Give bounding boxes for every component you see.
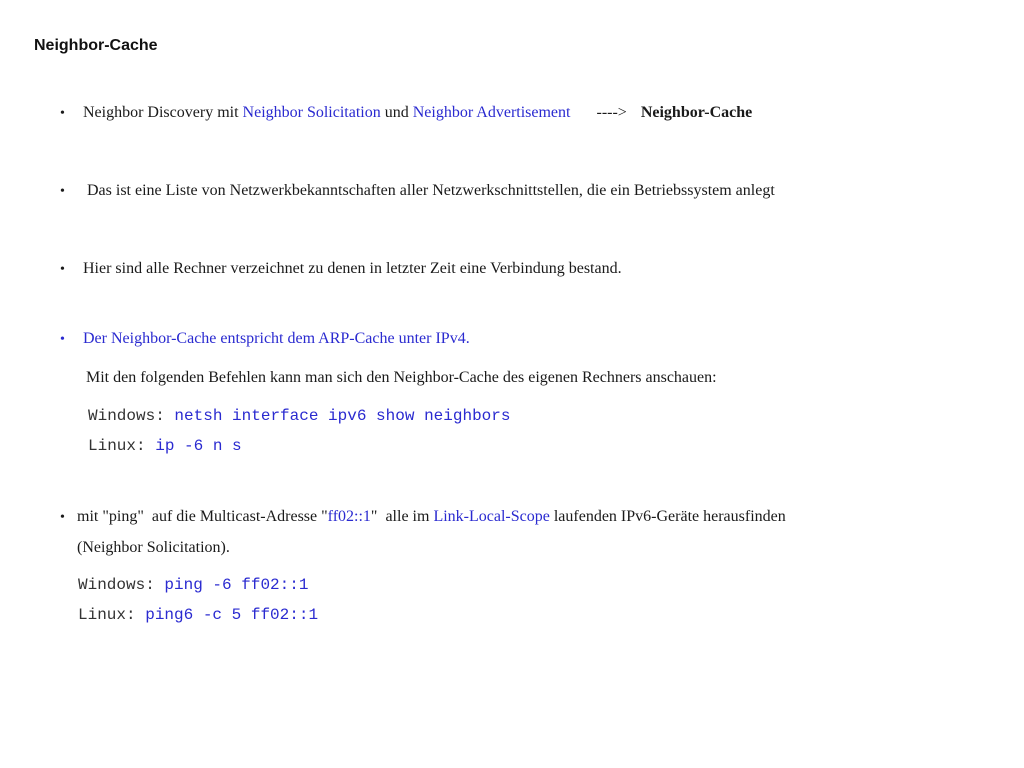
linux-command-line (88, 437, 242, 455)
neighbor-solicitation-term: Neighbor Solicitation (242, 104, 381, 121)
bullet-marker: • (60, 184, 65, 199)
bullet-marker: • (60, 106, 65, 121)
bullet-marker: • (60, 332, 65, 347)
bullet-marker: • (60, 510, 65, 525)
os-label: Linux: (88, 437, 156, 455)
command-code: ping6 -c 5 ff02::1 (145, 606, 319, 624)
item-text: laufenden IPv6-Geräte herausfinden (549, 508, 786, 525)
commands-intro: Mit den folgenden Befehlen kann man sich den Neighbor-Cache des eigenen Rechners anschauen: (86, 369, 717, 386)
item-continuation: (Neighbor Solicitation). (77, 539, 230, 556)
link-local-scope-term: Link-Local-Scope (433, 508, 550, 525)
neighbor-cache-result: Neighbor-Cache (640, 104, 753, 121)
item-text: mit "ping" auf die Multicast-Adresse " (77, 508, 328, 525)
os-label: Windows: (78, 576, 165, 594)
command-code: ping -6 ff02::1 (164, 576, 309, 594)
item-text: und (380, 104, 413, 121)
list-item-arp-comparison: Der Neighbor-Cache entspricht dem ARP-Cache unter IPv4. (83, 330, 470, 347)
list-item-multicast-ping (77, 508, 786, 526)
bullet-marker: • (60, 262, 65, 277)
item-text: " alle im (370, 508, 434, 525)
arrow-text: ----> (596, 104, 627, 121)
neighbor-advertisement-term: Neighbor Advertisement (412, 104, 571, 121)
windows-command-line (78, 576, 308, 594)
multicast-address: ff02::1 (327, 508, 371, 525)
list-item-neighbor-discovery (83, 104, 752, 122)
page-title: Neighbor-Cache (34, 37, 158, 54)
list-item-description: Hier sind alle Rechner verzeichnet zu denen in letzter Zeit eine Verbindung bestand. (83, 260, 622, 277)
linux-command-line (78, 606, 318, 624)
windows-command-line (88, 407, 510, 425)
list-item-definition: Das ist eine Liste von Netzwerkbekanntschaften aller Netzwerkschnittstellen, die ein Betriebssystem anlegt (87, 182, 775, 199)
command-code: ip -6 n s (155, 437, 242, 455)
os-label: Windows: (88, 407, 175, 425)
os-label: Linux: (78, 606, 146, 624)
item-text: Neighbor Discovery mit (83, 104, 243, 121)
command-code: netsh interface ipv6 show neighbors (174, 407, 511, 425)
